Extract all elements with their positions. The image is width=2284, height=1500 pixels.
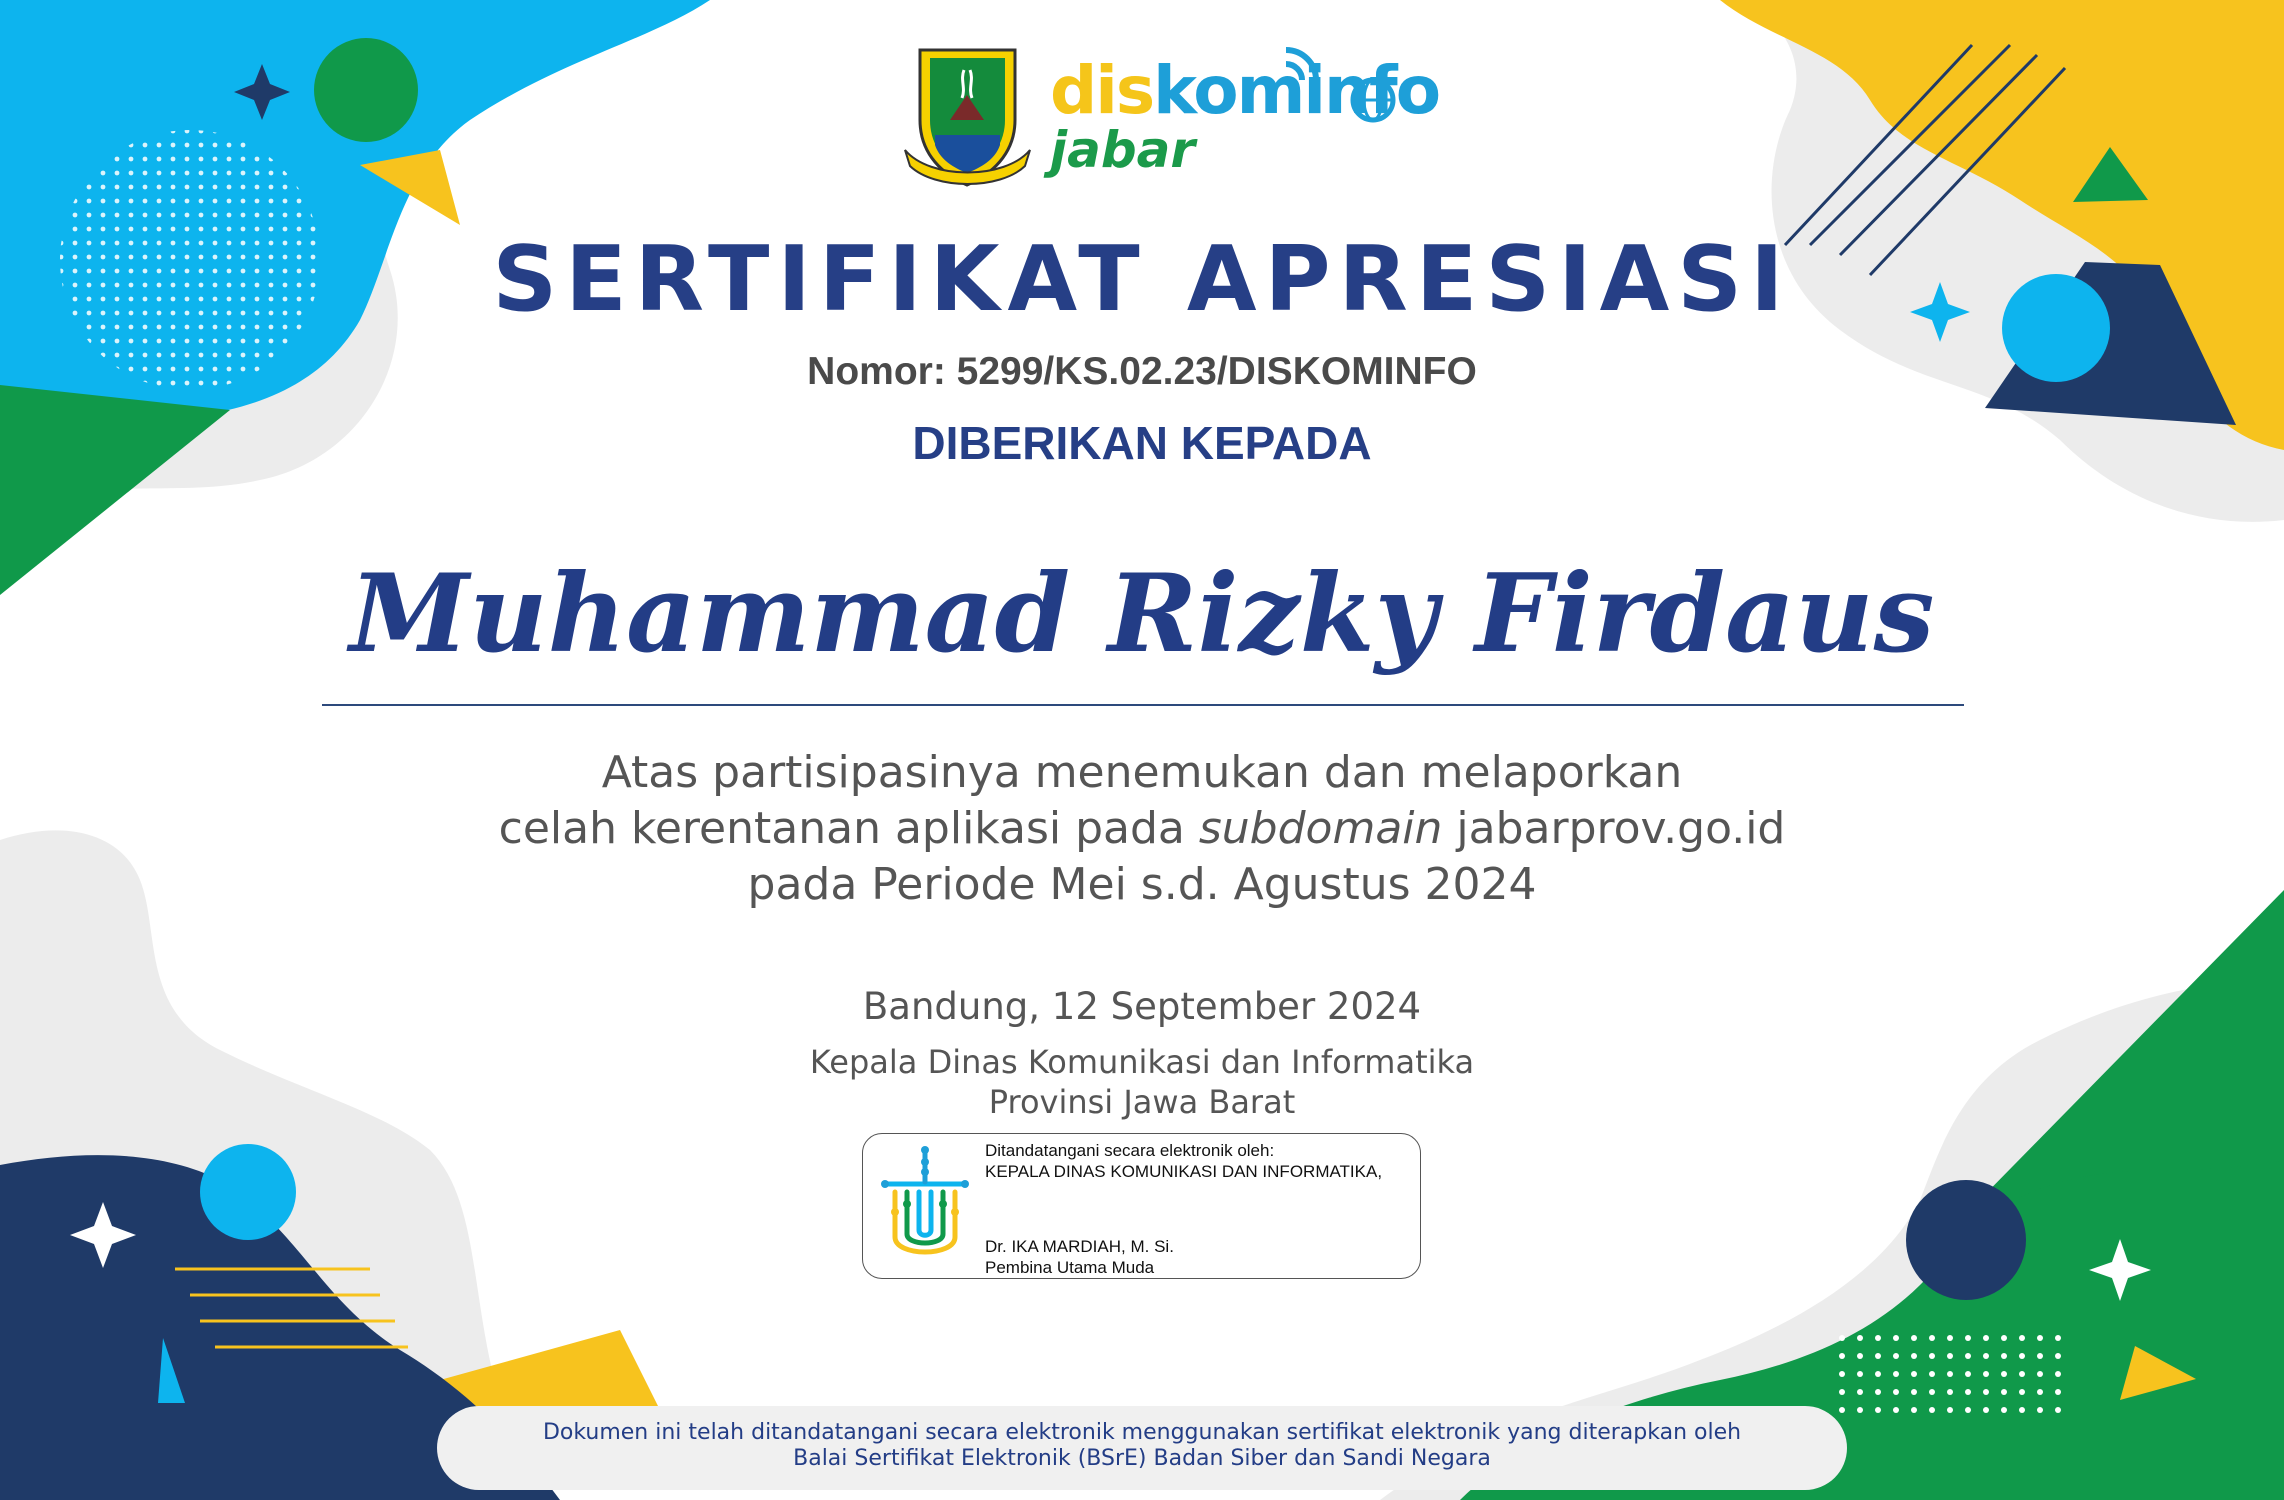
description-line-2-start: celah kerentanan aplikasi pada [498,803,1199,854]
footer-line-2: Balai Sertifikat Elektronik (BSrE) Badan Siber dan Sandi Negara [793,1446,1491,1471]
name-underline [322,704,1964,706]
description-line-3: pada Periode Mei s.d. Agustus 2024 [747,859,1537,910]
bottom-right-dot-pattern [1830,1335,2070,1425]
certificate-description [0,745,2284,913]
signature-header: Ditandatangani secara elektronik oleh: [985,1141,1275,1160]
bsre-signature-logo [875,1142,975,1272]
diskominfo-wordmark [1050,52,1440,129]
signatory-rank: Pembina Utama Muda [985,1258,1155,1277]
signatory-name: Dr. IKA MARDIAH, M. Si. [985,1237,1174,1256]
bottom-left-sky-circle [200,1144,296,1240]
jabar-emblem-logo [900,40,1035,190]
description-line-2 [0,801,2284,857]
wordmark-kominfo: kominfo [1153,52,1440,129]
signer-role [0,1042,2284,1122]
signer-role-line-2: Provinsi Jawa Barat [988,1083,1296,1121]
e-signature-box [862,1133,1421,1279]
recipient-name: Muhammad Rizky Firdaus [349,551,1935,677]
footer-text [437,1420,1847,1472]
wordmark-dis: dis [1050,52,1154,129]
signer-role-line-1: Kepala Dinas Komunikasi dan Informatika [809,1043,1475,1081]
certificate-number: Nomor: 5299/KS.02.23/DISKOMINFO [807,350,1477,393]
description-line-1: Atas partisipasinya menemukan dan melaporkan [601,747,1683,798]
place-date: Bandung, 12 September 2024 [862,985,1422,1028]
footer-notice [437,1406,1847,1490]
given-to-label: DIBERIKAN KEPADA [912,417,1372,469]
wordmark-jabar: jabar [1050,121,1196,179]
footer-line-1: Dokumen ini telah ditandatangani secara elektronik menggunakan sertifikat elektronik yang diterapkan oleh [542,1420,1742,1445]
signature-office: KEPALA DINAS KOMUNIKASI DAN INFORMATIKA, [985,1162,1383,1181]
bottom-right-navy-circle [1906,1180,2026,1300]
description-line-2-end: jabarprov.go.id [1442,803,1786,854]
top-left-green-circle [314,38,418,142]
certificate-title: SERTIFIKAT APRESIASI [492,227,1792,332]
description-subdomain: subdomain [1198,803,1443,854]
